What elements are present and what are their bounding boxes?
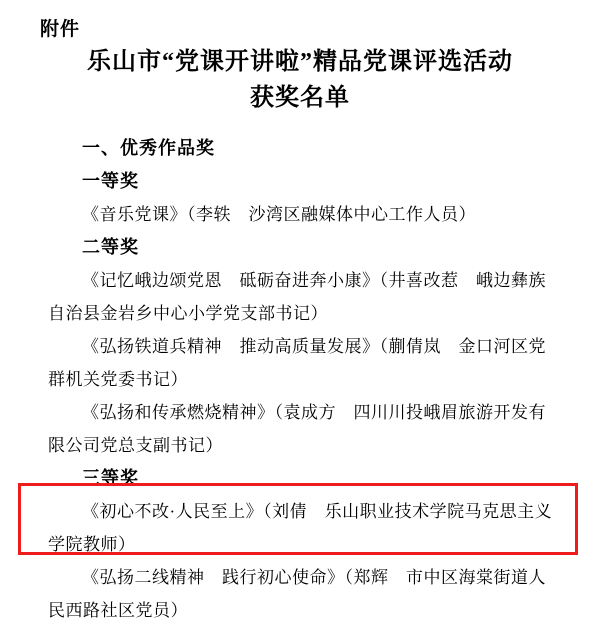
award-level-first: 一等奖 — [82, 171, 139, 191]
award-level-second: 二等奖 — [82, 237, 139, 257]
award-entry: 《弘扬铁道兵精神 推动高质量发展》（蒯倩岚 金口河区党群机关党委书记） — [48, 337, 546, 389]
title-line-2: 获奖名单 — [250, 85, 350, 111]
title-line-1: 乐山市“党课开讲啦”精品党课评选活动 — [87, 49, 513, 75]
award-entry-highlighted: 《初心不改·人民至上》（刘倩 乐山职业技术学院马克思主义学院教师） — [48, 502, 553, 554]
section-heading-excellent-works: 一、优秀作品奖 — [82, 138, 215, 158]
award-level-third: 三等奖 — [82, 468, 139, 488]
award-entry: 《记忆峨边颂党恩 砥砺奋进奔小康》（井喜改惹 峨边彝族自治县金岩乡中心小学党支部书记） — [48, 271, 546, 323]
document-title — [0, 44, 600, 116]
award-entry: 《音乐党课》（李轶 沙湾区融媒体中心工作人员） — [82, 205, 476, 224]
award-list — [48, 132, 558, 627]
award-entry: 《弘扬二线精神 践行初心使命》（郑辉 市中区海棠街道人民西路社区党员） — [48, 568, 546, 620]
award-entry: 《弘扬和传承燃烧精神》（袁成方 四川川投峨眉旅游开发有限公司党总支副书记） — [48, 403, 546, 455]
attachment-label: 附件 — [40, 19, 81, 40]
